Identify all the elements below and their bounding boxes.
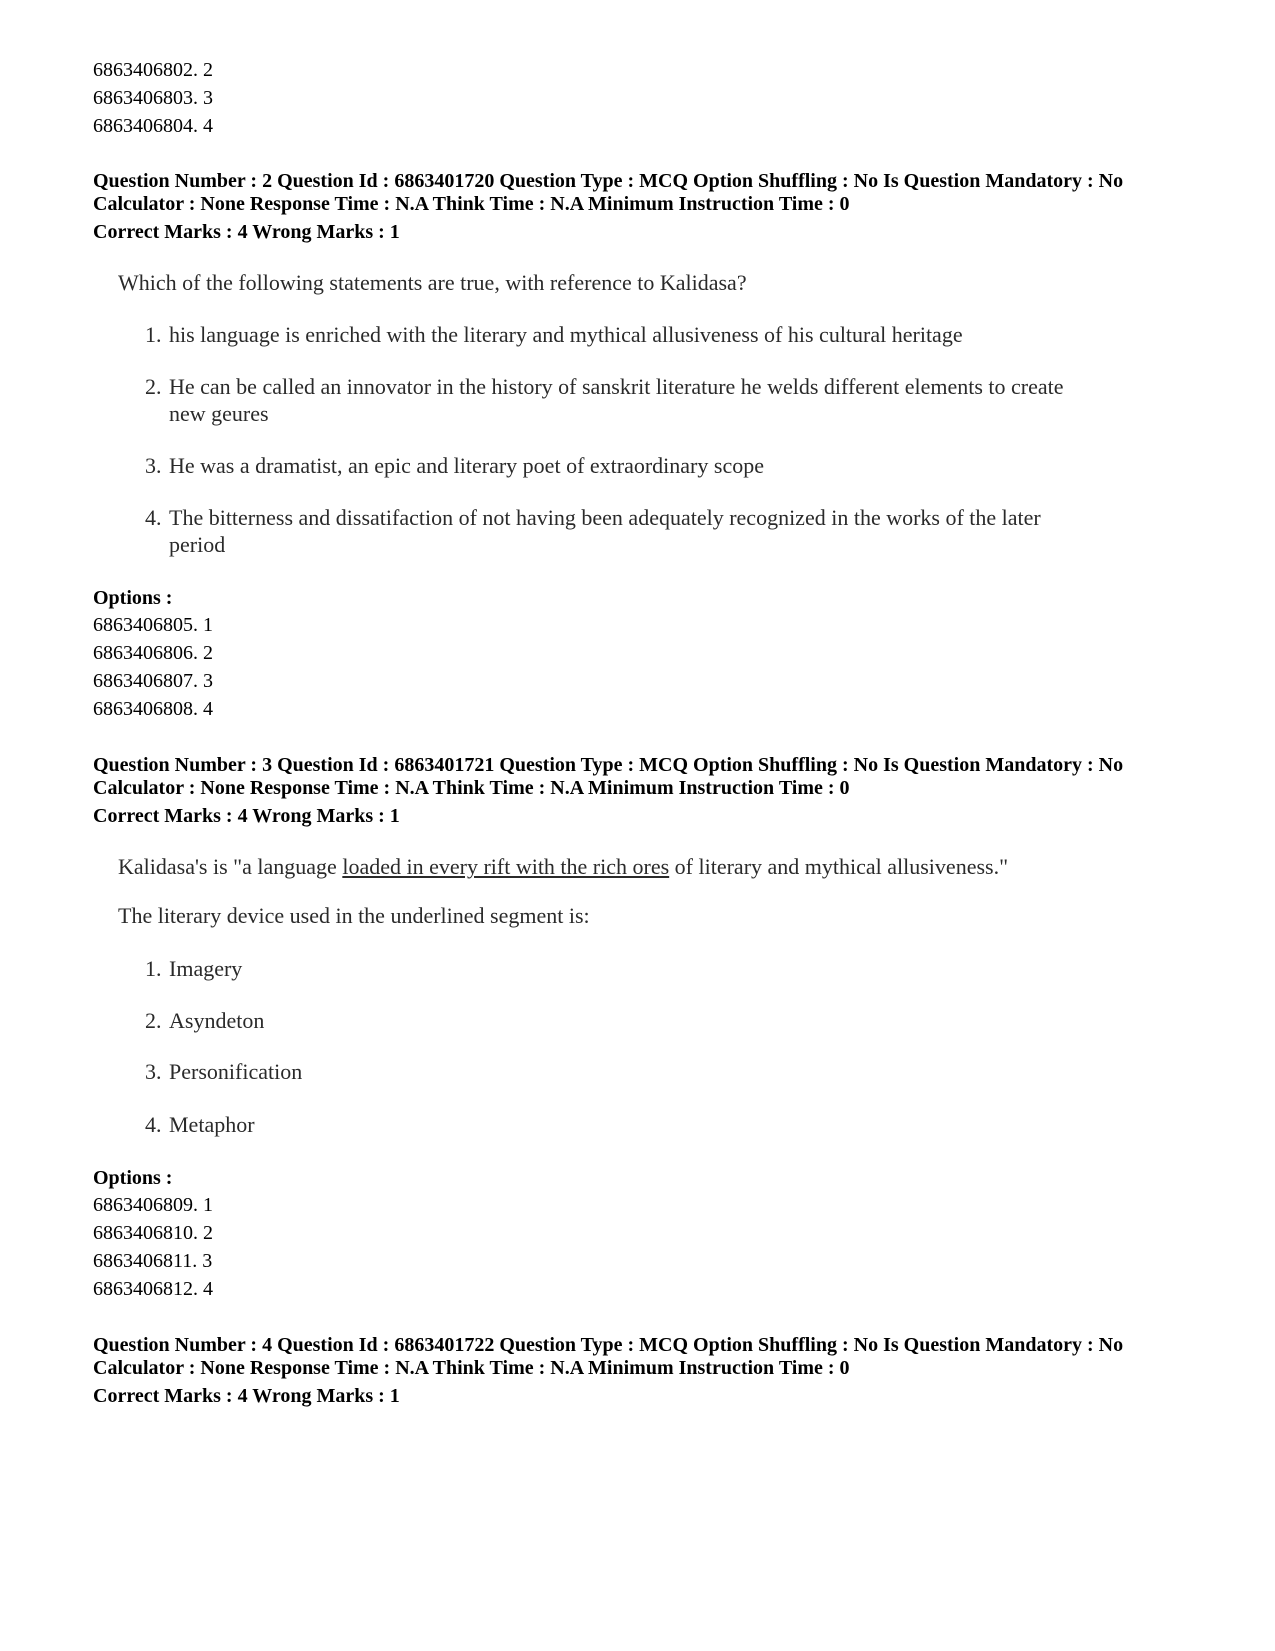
option-line: 6863406809. 1 bbox=[93, 1194, 213, 1216]
question-meta: Question Number : 3 Question Id : 6863401721 Question Type : MCQ Option Shuffling : No Is Question Mandatory : No bbox=[93, 754, 1124, 776]
statement-item: 1. his language is enriched with the literary and mythical allusiveness of his cultural heritage bbox=[145, 322, 963, 347]
option-line: 6863406804. 4 bbox=[93, 115, 213, 137]
question-meta: Question Number : 2 Question Id : 6863401720 Question Type : MCQ Option Shuffling : No Is Question Mandatory : No bbox=[93, 170, 1124, 192]
question-meta: Calculator : None Response Time : N.A Think Time : N.A Minimum Instruction Time : 0 bbox=[93, 1357, 850, 1379]
statement-item: 2. He can be called an innovator in the history of sanskrit literature he welds different elements to create bbox=[145, 374, 1064, 399]
underlined-segment: loaded in every rift with the rich ores bbox=[342, 854, 670, 879]
choice-item: 3. Personification bbox=[145, 1059, 303, 1084]
choice-item: 2. Asyndeton bbox=[145, 1008, 265, 1033]
option-line: 6863406806. 2 bbox=[93, 642, 213, 664]
option-line: 6863406810. 2 bbox=[93, 1222, 213, 1244]
options-label: Options : bbox=[93, 587, 173, 609]
statement-item-continued: period bbox=[169, 532, 226, 557]
question-marks: Correct Marks : 4 Wrong Marks : 1 bbox=[93, 805, 400, 827]
question-stem: Kalidasa's is "a language loaded in every rift with the rich ores of literary and mythical allusiveness." bbox=[118, 854, 1009, 879]
choice-item: 1. Imagery bbox=[145, 956, 243, 981]
option-line: 6863406803. 3 bbox=[93, 87, 213, 109]
question-marks: Correct Marks : 4 Wrong Marks : 1 bbox=[93, 1385, 400, 1407]
option-line: 6863406807. 3 bbox=[93, 670, 213, 692]
option-line: 6863406802. 2 bbox=[93, 59, 213, 81]
question-meta: Calculator : None Response Time : N.A Think Time : N.A Minimum Instruction Time : 0 bbox=[93, 777, 850, 799]
statement-item: 3. He was a dramatist, an epic and literary poet of extraordinary scope bbox=[145, 453, 764, 478]
options-label: Options : bbox=[93, 1167, 173, 1189]
option-line: 6863406811. 3 bbox=[93, 1250, 213, 1272]
choice-item: 4. Metaphor bbox=[145, 1112, 255, 1137]
question-stem: Which of the following statements are true, with reference to Kalidasa? bbox=[118, 270, 747, 295]
question-stem-2: The literary device used in the underlined segment is: bbox=[118, 903, 590, 928]
question-meta: Calculator : None Response Time : N.A Think Time : N.A Minimum Instruction Time : 0 bbox=[93, 193, 850, 215]
option-line: 6863406812. 4 bbox=[93, 1278, 213, 1300]
question-meta: Question Number : 4 Question Id : 6863401722 Question Type : MCQ Option Shuffling : No Is Question Mandatory : No bbox=[93, 1334, 1124, 1356]
question-marks: Correct Marks : 4 Wrong Marks : 1 bbox=[93, 221, 400, 243]
statement-item: 4. The bitterness and dissatifaction of not having been adequately recognized in the works of the later bbox=[145, 505, 1041, 530]
option-line: 6863406808. 4 bbox=[93, 698, 213, 720]
option-line: 6863406805. 1 bbox=[93, 614, 213, 636]
statement-item-continued: new geures bbox=[169, 401, 269, 426]
